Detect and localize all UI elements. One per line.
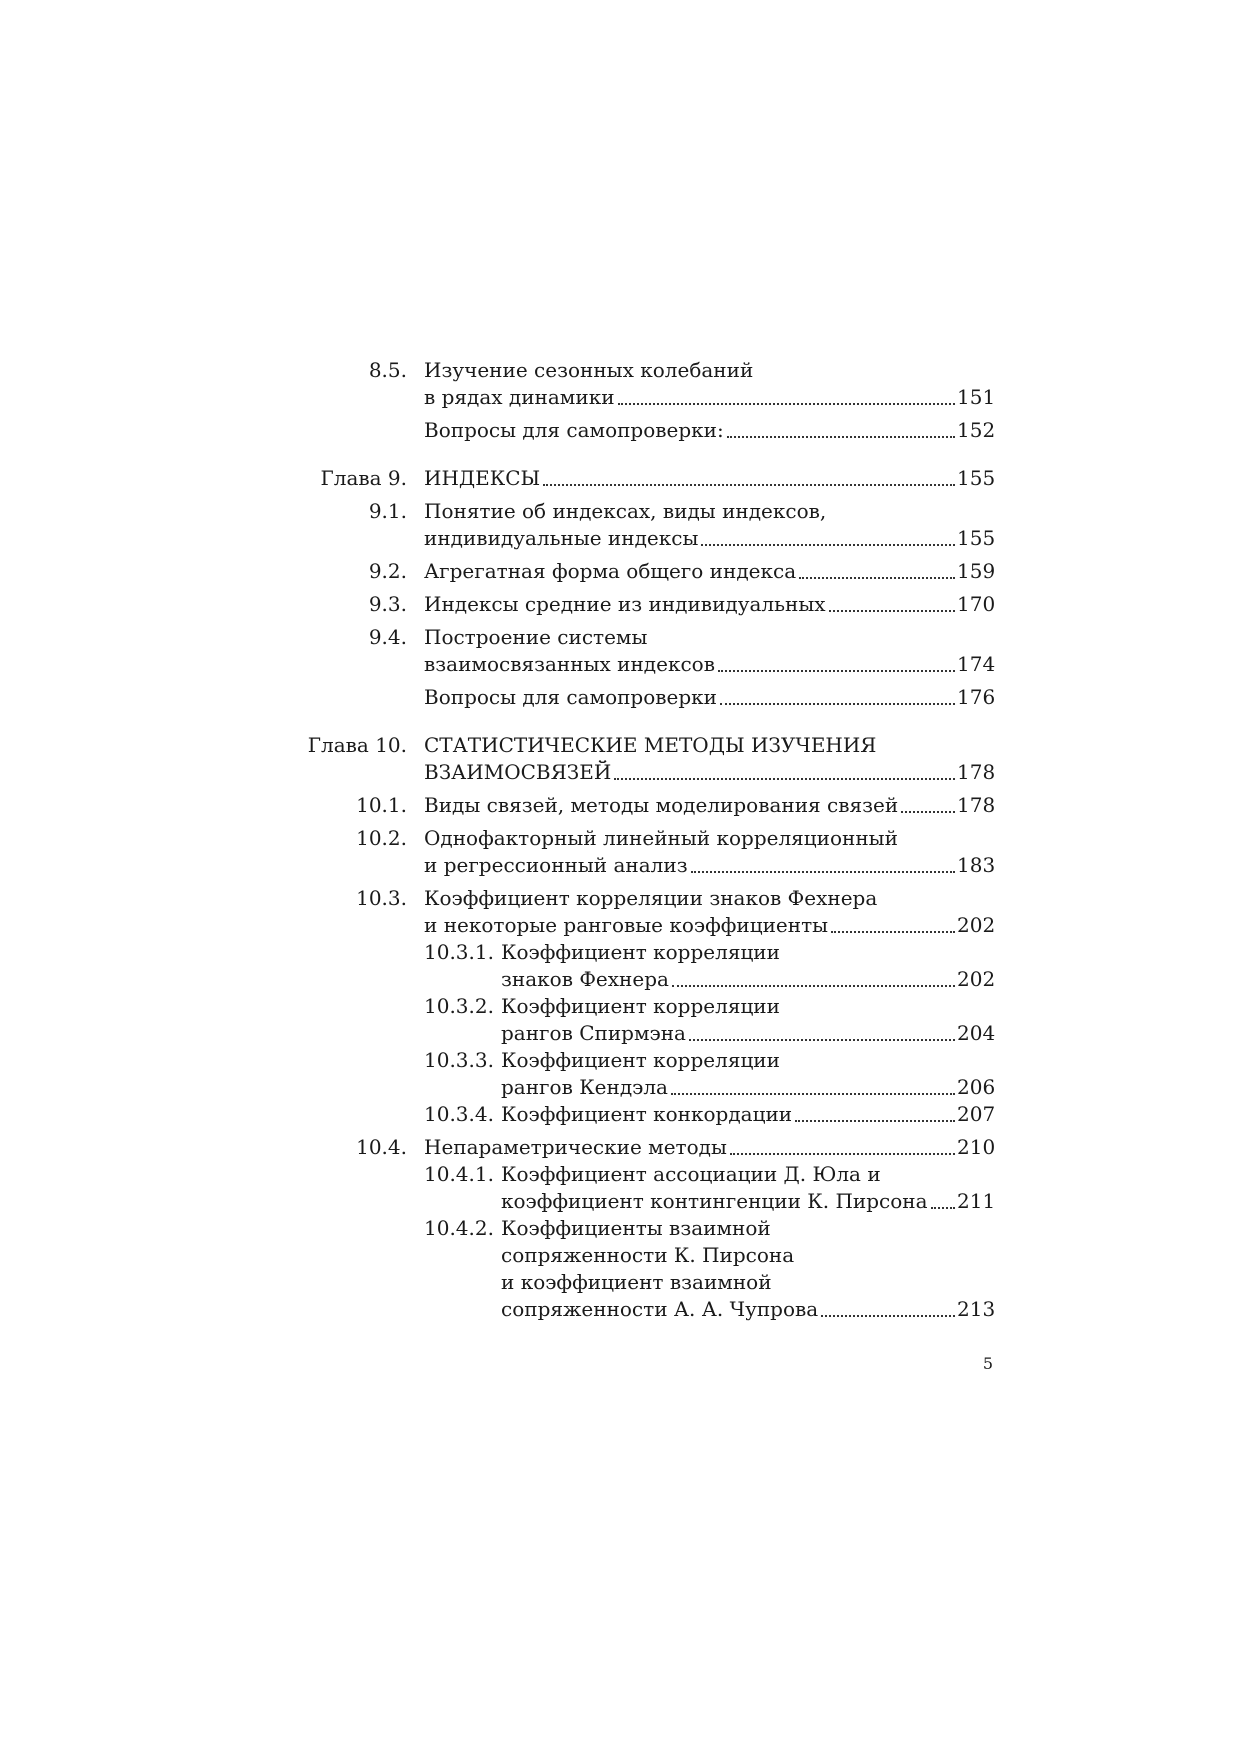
page-number: 178 xyxy=(957,760,996,784)
page-number: 202 xyxy=(957,967,996,991)
entry-title-cont: знаков Фехнера xyxy=(501,967,669,991)
entry-title: Агрегатная форма общего индекса xyxy=(424,559,797,583)
section-number: 8.5. xyxy=(368,358,407,382)
page-number: 204 xyxy=(957,1021,996,1045)
chapter-number: Глава 9. xyxy=(320,466,407,490)
entry-title: Коэффициент корреляции знаков Фехнера xyxy=(424,886,878,910)
folio-page-number: 5 xyxy=(982,1354,993,1373)
entry-title-cont: коэффициент контингенции К. Пирсона xyxy=(501,1189,928,1213)
toc-entry-10-3-4 xyxy=(318,1101,996,1128)
entry-title-cont: индивидуальные индексы xyxy=(424,526,699,550)
section-number: 10.1. xyxy=(356,793,407,817)
page-number: 202 xyxy=(957,913,996,937)
page-number: 178 xyxy=(957,793,996,817)
page-number: 170 xyxy=(957,592,996,616)
page-number: 174 xyxy=(957,652,996,676)
toc-chapter-10 xyxy=(307,732,993,759)
entry-title-cont: рангов Кендэла xyxy=(501,1075,668,1099)
entry-title: Коэффициенты взаимной xyxy=(501,1216,771,1240)
leader-dots xyxy=(931,1207,955,1209)
entry-title: Коэффициент ассоциации Д. Юла и xyxy=(501,1162,881,1186)
leader-dots xyxy=(614,778,955,780)
leader-dots xyxy=(795,1120,955,1122)
leader-dots xyxy=(901,811,955,813)
entry-title: Коэффициент конкордации xyxy=(501,1102,793,1126)
entry-title: Понятие об индексах, виды индексов, xyxy=(424,499,827,523)
entry-title-cont: взаимосвязанных индексов xyxy=(424,652,715,676)
entry-title: Вопросы для самопроверки xyxy=(424,685,718,709)
entry-title-cont: рангов Спирмэна xyxy=(501,1021,686,1045)
toc-entry-10-3-1 xyxy=(318,939,993,966)
page-number: 159 xyxy=(957,559,996,583)
leader-dots xyxy=(543,484,955,486)
leader-dots xyxy=(689,1039,955,1041)
section-number: 9.2. xyxy=(368,559,407,583)
leader-dots xyxy=(672,985,955,987)
page-number: 211 xyxy=(957,1189,996,1213)
toc-entry-10-3-2 xyxy=(318,993,993,1020)
entry-title-cont: и регрессионный анализ xyxy=(424,853,688,877)
leader-dots xyxy=(821,1315,955,1317)
entry-title: Вопросы для самопроверки: xyxy=(424,418,724,442)
toc-entry-10-4-2 xyxy=(318,1215,993,1242)
entry-title-cont: сопряженности А. А. Чупрова xyxy=(501,1297,819,1321)
toc-entry-10-4-1 xyxy=(318,1161,993,1188)
page-number: 213 xyxy=(957,1297,996,1321)
subsection-number: 10.4.2. xyxy=(424,1216,494,1240)
page-number: 155 xyxy=(957,466,996,490)
table-of-contents xyxy=(307,357,996,1323)
toc-entry-9-3 xyxy=(318,591,996,618)
section-number: 9.1. xyxy=(368,499,407,523)
chapter-number: Глава 10. xyxy=(307,733,407,757)
entry-title-cont: в рядах динамики xyxy=(424,385,615,409)
page-number: 152 xyxy=(957,418,996,442)
subsection-number: 10.3.3. xyxy=(424,1048,494,1072)
chapter-title: ИНДЕКСЫ xyxy=(424,466,541,490)
toc-chapter-9 xyxy=(318,465,996,492)
page-number: 151 xyxy=(957,385,996,409)
entry-title: Однофакторный линейный корреляционный xyxy=(424,826,898,850)
entry-title-cont: и некоторые ранговые коэффициенты xyxy=(424,913,829,937)
subsection-number: 10.3.2. xyxy=(424,994,494,1018)
page-number: 210 xyxy=(957,1135,996,1159)
section-number: 9.4. xyxy=(368,625,407,649)
leader-dots xyxy=(730,1153,955,1155)
entry-title: Коэффициент корреляции xyxy=(501,1048,780,1072)
toc-entry-questions-9 xyxy=(318,684,996,711)
subsection-number: 10.4.1. xyxy=(424,1162,494,1186)
entry-title: Изучение сезонных колебаний xyxy=(424,358,754,382)
page-number: 155 xyxy=(957,526,996,550)
leader-dots xyxy=(799,577,955,579)
page-number: 176 xyxy=(957,685,996,709)
entry-title-cont: сопряженности К. Пирсона xyxy=(501,1243,795,1267)
toc-entry-10-1 xyxy=(318,792,996,819)
leader-dots xyxy=(720,703,955,705)
entry-title-cont: и коэффициент взаимной xyxy=(501,1270,772,1294)
chapter-title-cont: ВЗАИМОСВЯЗЕЙ xyxy=(424,760,612,784)
toc-entry-9-4 xyxy=(318,624,993,651)
leader-dots xyxy=(829,610,955,612)
entry-title: Коэффициент корреляции xyxy=(501,940,780,964)
chapter-title: СТАТИСТИЧЕСКИЕ МЕТОДЫ ИЗУЧЕНИЯ xyxy=(424,733,877,757)
page-number: 206 xyxy=(957,1075,996,1099)
toc-entry-10-3 xyxy=(318,885,993,912)
leader-dots xyxy=(727,436,955,438)
leader-dots xyxy=(718,670,955,672)
entry-title: Индексы средние из индивидуальных xyxy=(424,592,826,616)
entry-title: Построение системы xyxy=(424,625,648,649)
entry-title: Виды связей, методы моделирования связей xyxy=(424,793,899,817)
leader-dots xyxy=(671,1093,955,1095)
page-number: 183 xyxy=(957,853,996,877)
toc-entry-9-2 xyxy=(318,558,996,585)
subsection-number: 10.3.1. xyxy=(424,940,494,964)
toc-entry-8-5 xyxy=(318,357,993,384)
section-number: 10.3. xyxy=(356,886,407,910)
toc-entry-10-3-3 xyxy=(318,1047,993,1074)
toc-entry-10-2 xyxy=(318,825,993,852)
section-number: 9.3. xyxy=(368,592,407,616)
leader-dots xyxy=(701,544,955,546)
toc-entry-10-4 xyxy=(318,1134,996,1161)
toc-entry-9-1 xyxy=(318,498,993,525)
subsection-number: 10.3.4. xyxy=(424,1102,494,1126)
leader-dots xyxy=(831,931,955,933)
leader-dots xyxy=(691,871,955,873)
leader-dots xyxy=(618,403,955,405)
section-number: 10.4. xyxy=(356,1135,407,1159)
entry-title: Коэффициент корреляции xyxy=(501,994,780,1018)
entry-title: Непараметрические методы xyxy=(424,1135,727,1159)
toc-entry-questions-8 xyxy=(318,417,996,444)
page-number: 207 xyxy=(957,1102,996,1126)
section-number: 10.2. xyxy=(356,826,407,850)
